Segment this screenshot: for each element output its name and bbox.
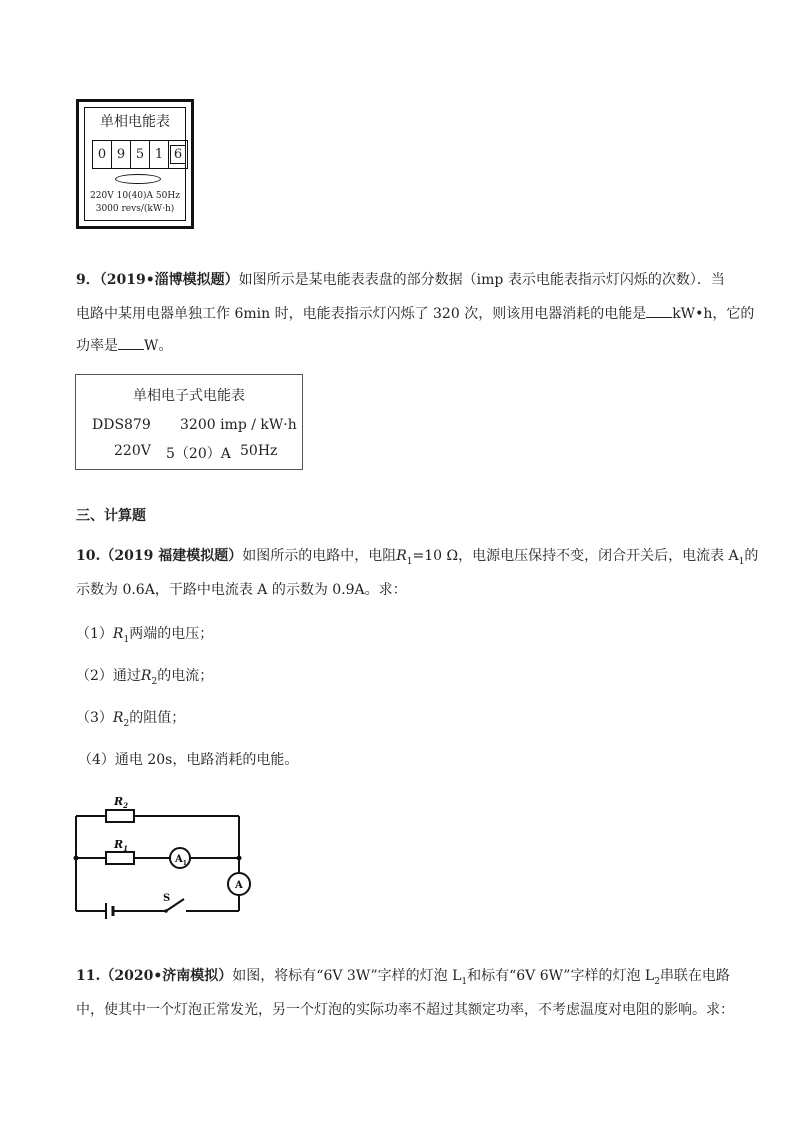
question-text: 两端的电压； bbox=[129, 626, 214, 642]
question-text: 的 bbox=[744, 548, 759, 564]
meter-voltage: 220V bbox=[114, 443, 151, 459]
junction-dot bbox=[74, 856, 79, 861]
question-text: kW•h，它的 bbox=[672, 306, 755, 322]
question-text: 的阻值； bbox=[129, 710, 186, 726]
symbol-r: R bbox=[396, 548, 407, 564]
subscript: 1 bbox=[123, 634, 130, 645]
symbol-r: R bbox=[112, 626, 124, 642]
question-text: 如图所示的电路中，电阻 bbox=[242, 548, 397, 564]
electric-meter-figure-2 bbox=[75, 374, 303, 470]
q9-line-1 bbox=[76, 270, 725, 290]
q10-line-2: 示数为 0.6A，干路中电流表 A 的示数为 0.9A。求： bbox=[76, 582, 407, 598]
meter-digit-decimal bbox=[169, 141, 187, 168]
subscript: 2 bbox=[151, 676, 158, 687]
q9-line-3 bbox=[76, 336, 172, 356]
subscript: 2 bbox=[654, 976, 660, 987]
symbol-r: R bbox=[140, 668, 152, 684]
question-source: （2020•济南模拟） bbox=[100, 968, 233, 984]
label-r1: $R_1$ bbox=[114, 838, 129, 853]
part-label: （3） bbox=[76, 710, 113, 726]
q11-line-1 bbox=[76, 966, 730, 992]
electric-meter-figure-1 bbox=[76, 99, 194, 229]
meter-constant: 3200 imp / kW·h bbox=[180, 417, 297, 433]
subscript: 1 bbox=[738, 556, 745, 567]
label-a1: $A_1$ bbox=[175, 854, 187, 867]
meter-title: 单相电子式电能表 bbox=[133, 388, 245, 404]
q10-part-2 bbox=[76, 666, 213, 692]
meter-title: 单相电能表 bbox=[100, 114, 170, 130]
meter-current: 5（20）A bbox=[166, 446, 231, 462]
meter-digit: 1 bbox=[150, 141, 169, 168]
meter-inner-frame bbox=[84, 107, 186, 221]
question-text: 如图，将标有“6V 3W”字样的灯泡 L bbox=[232, 968, 462, 984]
subscript: 2 bbox=[123, 718, 130, 729]
meter-frequency: 50Hz bbox=[240, 443, 278, 459]
q11-line-2: 中，使其中一个灯泡正常发光，另一个灯泡的实际功率不超过其额定功率，不考虑温度对电阻的影响。求： bbox=[76, 1002, 734, 1018]
meter-digit-window bbox=[92, 140, 188, 169]
label-s: S bbox=[163, 893, 171, 904]
meter-digit: 5 bbox=[131, 141, 150, 168]
part-label: （1） bbox=[76, 626, 113, 642]
resistor-r1 bbox=[106, 852, 134, 864]
subscript: 1 bbox=[461, 976, 468, 987]
part-label: （2）通过 bbox=[76, 668, 141, 684]
question-text: 如图所示是某电能表表盘的部分数据（imp 表示电能表指示灯闪烁的次数）．当 bbox=[238, 272, 725, 288]
meter-digit: 6 bbox=[170, 145, 186, 164]
meter-digit: 0 bbox=[93, 141, 112, 168]
question-text: 和标有“6V 6W”字样的灯泡 L bbox=[467, 968, 655, 984]
question-number: 10. bbox=[76, 548, 101, 564]
question-source: （2019 福建模拟题） bbox=[100, 548, 243, 564]
q9-line-2 bbox=[76, 304, 754, 324]
question-text: 串联在电路 bbox=[659, 968, 730, 984]
question-text: W。 bbox=[144, 338, 173, 354]
question-text: =10 Ω，电源电压保持不变，闭合开关后，电流表 A bbox=[412, 548, 739, 564]
switch-pivot bbox=[164, 909, 168, 913]
symbol-r: R bbox=[112, 710, 124, 726]
resistor-r2 bbox=[106, 810, 134, 822]
q10-part-1 bbox=[76, 624, 213, 650]
meter-model: DDS879 bbox=[92, 417, 151, 433]
question-number: 9． bbox=[76, 272, 100, 288]
answer-blank[interactable] bbox=[646, 304, 672, 318]
question-text: 的电流； bbox=[157, 668, 214, 684]
junction-dot bbox=[237, 856, 242, 861]
q10-line-1 bbox=[76, 546, 758, 572]
meter-rating: 220V 10(40)A 50Hz bbox=[90, 191, 180, 201]
question-number: 11. bbox=[76, 968, 101, 984]
label-a: A bbox=[235, 880, 243, 891]
q10-part-3 bbox=[76, 708, 185, 734]
meter-rotating-disc bbox=[115, 174, 161, 184]
section-heading: 三、计算题 bbox=[76, 508, 146, 524]
answer-blank[interactable] bbox=[118, 336, 144, 350]
label-r2: $R_2$ bbox=[114, 795, 129, 810]
meter-constant: 3000 revs/(kW·h) bbox=[95, 204, 175, 214]
meter-digit: 9 bbox=[112, 141, 131, 168]
q10-part-4: （4）通电 20s，电路消耗的电能。 bbox=[78, 752, 299, 768]
circuit-diagram bbox=[66, 786, 266, 926]
question-text: 电路中某用电器单独工作 6min 时，电能表指示灯闪烁了 320 次，则该用电器消耗的电能是 bbox=[76, 306, 647, 322]
question-source: （2019•淄博模拟题） bbox=[99, 272, 239, 288]
question-text: 功率是 bbox=[76, 338, 118, 354]
subscript: 1 bbox=[406, 556, 413, 567]
